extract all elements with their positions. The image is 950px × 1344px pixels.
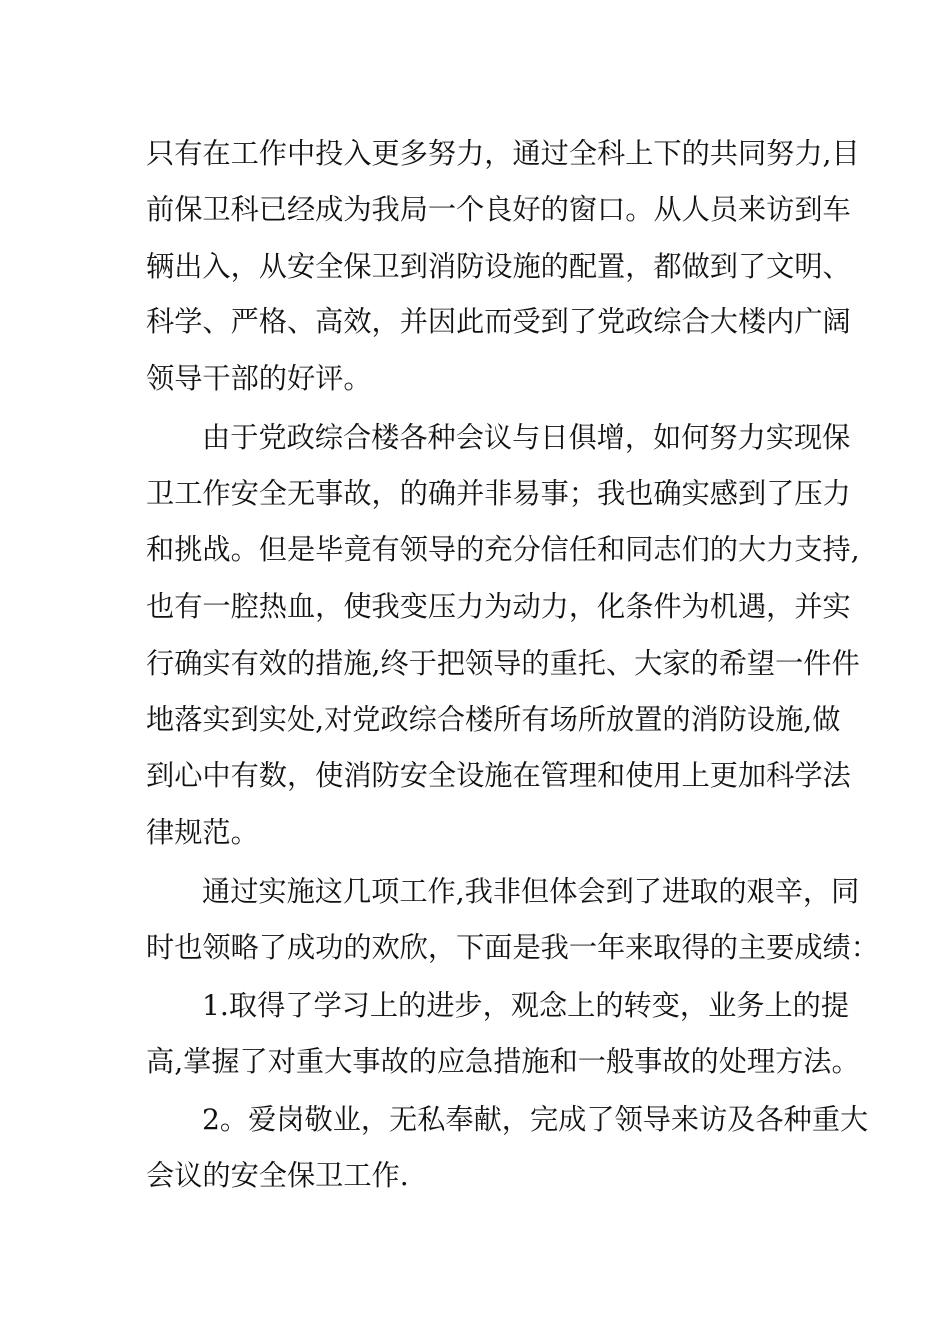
- text-line: 高,掌握了对重大事故的应急措施和一般事故的处理方法。: [146, 1045, 860, 1078]
- text-line: 会议的安全保卫工作.: [146, 1159, 409, 1192]
- list-item-first-line: 2。爱岗敬业，无私奉献，完成了领导来访及各种重大: [202, 1103, 869, 1136]
- text-line: 时也领略了成功的欢欣，下面是我一年来取得的主要成绩：: [146, 931, 879, 964]
- text-line: 和挑战。但是毕竟有领导的充分信任和同志们的大力支持,: [146, 533, 860, 566]
- text-line: 科学、严格、高效，并因此而受到了党政综合大楼内广阔: [146, 305, 851, 338]
- text-line: 领导干部的好评。: [146, 362, 372, 395]
- list-item-first-line: 1.取得了学习上的进步，观念上的转变，业务上的提: [202, 989, 850, 1022]
- text-line: 只有在工作中投入更多努力，通过全科上下的共同努力,目: [146, 137, 860, 170]
- text-line: 辆出入，从安全保卫到消防设施的配置，都做到了文明、: [146, 250, 851, 283]
- text-line: 卫工作安全无事故，的确并非易事；我也确实感到了压力: [146, 477, 851, 510]
- text-line: 地落实到实处,对党政综合楼所有场所放置的消防设施,做: [146, 703, 841, 736]
- paragraph-first-line: 通过实施这几项工作,我非但体会到了进取的艰辛，同: [202, 875, 860, 908]
- text-line: 律规范。: [146, 816, 259, 849]
- paragraph-first-line: 由于党政综合楼各种会议与日俱增，如何努力实现保: [202, 421, 851, 454]
- text-line: 也有一腔热血，使我变压力为动力，化条件为机遇，并实: [146, 590, 851, 623]
- text-line: 前保卫科已经成为我局一个良好的窗口。从人员来访到车: [146, 193, 851, 226]
- text-line: 行确实有效的措施,终于把领导的重托、大家的希望一件件: [146, 647, 860, 680]
- text-line: 到心中有数，使消防安全设施在管理和使用上更加科学法: [146, 759, 851, 792]
